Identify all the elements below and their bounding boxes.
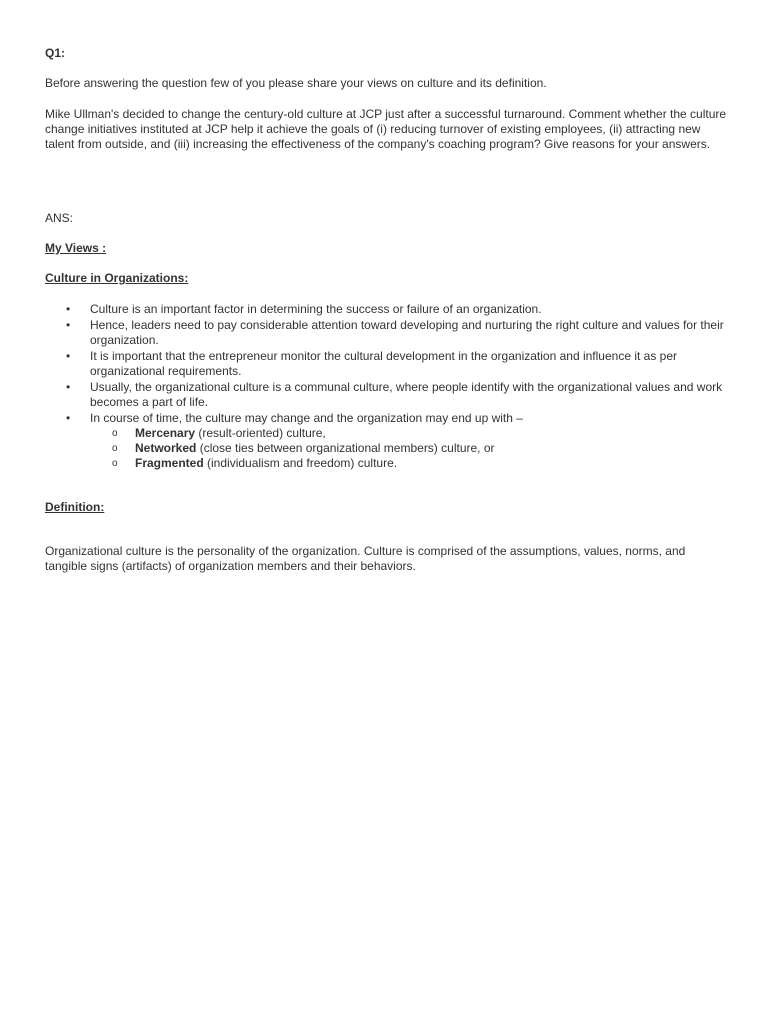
bullet-text: It is important that the entrepreneur monitor the cultural development in the organization and influence it as per organizational requirements. xyxy=(90,349,678,378)
sub-bullet-icon: o xyxy=(112,443,118,454)
bullet-text: Hence, leaders need to pay considerable attention toward developing and nurturing the right culture and values for their organization. xyxy=(90,318,724,347)
list-item xyxy=(45,318,730,348)
culture-heading: Culture in Organizations: xyxy=(45,271,189,285)
list-item xyxy=(45,411,730,471)
sub-list-item xyxy=(90,426,730,441)
culture-type-term: Mercenary xyxy=(135,426,196,440)
sub-bullet-icon: o xyxy=(112,458,118,469)
bullet-icon: • xyxy=(66,318,71,332)
sub-bullet-icon: o xyxy=(112,428,118,439)
question-text: Mike Ullman's decided to change the century-old culture at JCP just after a successful turnaround. Comment whether the culture change initiatives instituted at JCP help it achieve the goals of (i) reducing turnover of existing employees, (ii) attracting new talent from outside, and (iii) increasing the effectiveness of the company's coaching program? Give reasons for your answers. xyxy=(45,107,727,151)
culture-type-desc: (result-oriented) culture, xyxy=(195,426,326,440)
question-label: Q1: xyxy=(45,46,66,60)
sub-list-item xyxy=(90,441,730,456)
bullet-text: In course of time, the culture may change and the organization may end up with – xyxy=(90,411,523,425)
my-views-heading: My Views : xyxy=(45,241,107,255)
bullet-icon: • xyxy=(66,302,71,316)
definition-text: Organizational culture is the personality of the organization. Culture is comprised of the assumptions, values, norms, and tangible signs (artifacts) of organization members and their behaviors. xyxy=(45,544,686,573)
bullet-icon: • xyxy=(66,380,71,394)
list-item xyxy=(45,380,730,410)
culture-type-term: Fragmented xyxy=(135,456,204,470)
culture-types-sublist xyxy=(90,426,730,471)
culture-type-desc: (close ties between organizational members) culture, or xyxy=(196,441,495,455)
bullet-icon: • xyxy=(66,349,71,363)
list-item xyxy=(45,349,730,379)
intro-text: Before answering the question few of you please share your views on culture and its definition. xyxy=(45,76,547,90)
bullet-text: Culture is an important factor in determining the success or failure of an organization. xyxy=(90,302,542,316)
culture-type-term: Networked xyxy=(135,441,197,455)
answer-label: ANS: xyxy=(45,211,74,225)
definition-heading: Definition: xyxy=(45,500,105,514)
bullet-icon: • xyxy=(66,411,71,425)
list-item xyxy=(45,302,730,317)
bullet-text: Usually, the organizational culture is a communal culture, where people identify with the organizational values and work becomes a part of life. xyxy=(90,380,723,409)
culture-bullet-list xyxy=(45,302,730,472)
sub-list-item xyxy=(90,456,730,471)
culture-type-desc: (individualism and freedom) culture. xyxy=(203,456,398,470)
